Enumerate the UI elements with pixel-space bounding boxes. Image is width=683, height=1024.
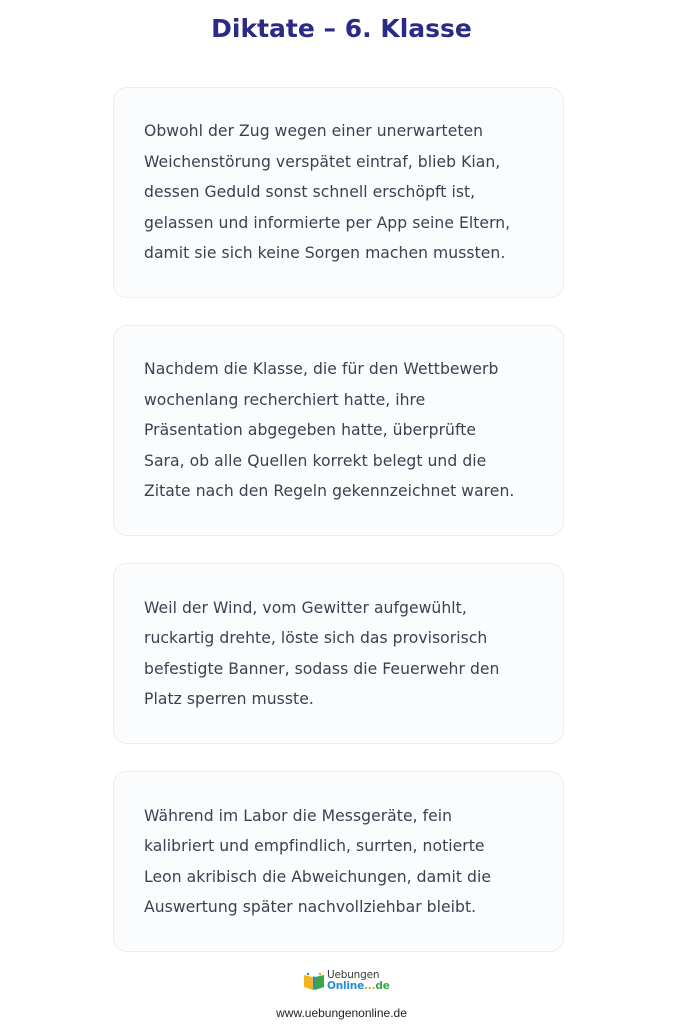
dictation-line: Obwohl der Zug wegen einer unerwarteten (144, 122, 484, 141)
dictation-line: ruckartig drehte, löste sich das provisorisch (144, 629, 488, 647)
dictation-card-1 (113, 87, 564, 298)
page-title: Diktate – 6. Klasse (211, 14, 472, 43)
site-logo[interactable] (303, 967, 390, 995)
dictation-line: Präsentation abgegeben hatte, überprüfte (144, 421, 477, 440)
dictation-text-4 (144, 801, 491, 923)
open-book-icon (303, 971, 325, 991)
logo-dots: ... (364, 980, 376, 992)
dictation-line: dessen Geduld sonst schnell erschöpft ist, (144, 183, 476, 202)
dictation-line: Weil der Wind, vom Gewitter aufgewühlt, (144, 598, 467, 617)
logo-wordmark (327, 970, 390, 992)
dictation-line: Auswertung später nachvollziehbar bleibt. (144, 898, 477, 916)
logo-online: Online (327, 980, 364, 992)
dictation-card-2 (113, 325, 564, 536)
logo-bottom-text (327, 981, 390, 992)
dictation-line: Sara, ob alle Quellen korrekt belegt und die (144, 451, 487, 470)
dictation-text-3 (144, 593, 499, 715)
footer-url[interactable]: www.uebungenonline.de (276, 1006, 407, 1020)
dictation-line: damit sie sich keine Sorgen machen mussten. (144, 244, 506, 263)
logo-top-text: Uebungen (327, 969, 380, 981)
dictation-line: Während im Labor die Messgeräte, fein (144, 806, 453, 825)
dictation-text-2 (144, 354, 514, 507)
dictation-line: gelassen und informierte per App seine Eltern, (144, 213, 511, 232)
dictation-line: Nachdem die Klasse, die für den Wettbewerb (144, 360, 499, 379)
dictation-card-3 (113, 563, 564, 744)
dictation-text-1 (144, 116, 510, 269)
dictation-line: wochenlang recherchiert hatte, ihre (144, 390, 426, 409)
dictation-line: Platz sperren musste. (144, 690, 314, 708)
dictation-card-4 (113, 771, 564, 952)
dictation-line: Leon akribisch die Abweichungen, damit die (144, 867, 491, 886)
logo-suffix: de (375, 980, 390, 992)
dictation-line: kalibriert und empfindlich, surrten, notierte (144, 837, 485, 855)
dictation-line: Zitate nach den Regeln gekennzeichnet waren. (144, 482, 515, 501)
dictation-line: befestigte Banner, sodass die Feuerwehr den (144, 659, 500, 678)
dictation-line: Weichenstörung verspätet eintraf, blieb Kian, (144, 152, 501, 171)
